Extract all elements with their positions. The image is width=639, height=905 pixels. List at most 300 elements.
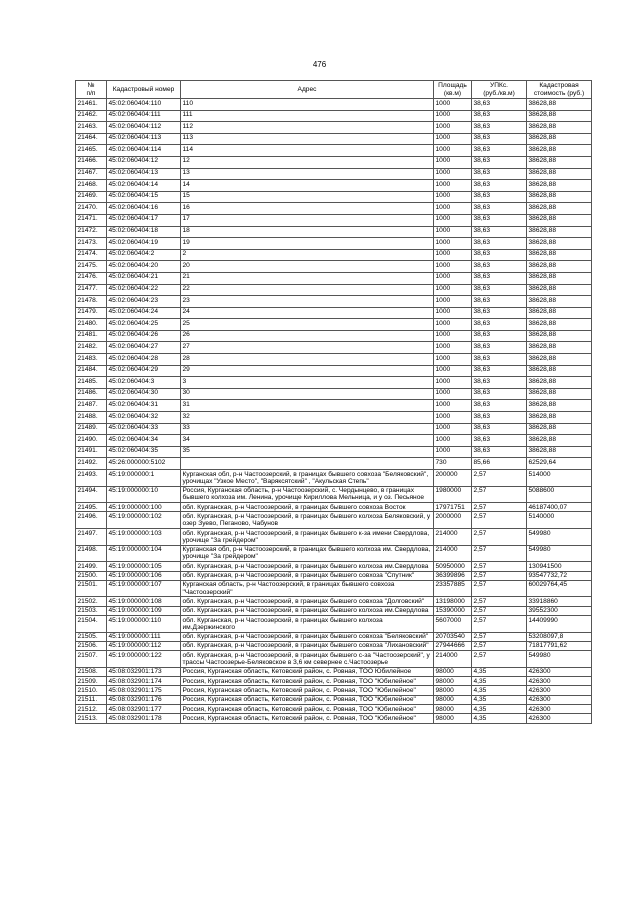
upks-cell: 2,57: [472, 512, 527, 529]
row-number-cell: 21498.: [76, 545, 107, 562]
area-cell: 5607000: [434, 616, 472, 633]
area-cell: 13198000: [434, 597, 472, 606]
table-row: [76, 214, 592, 226]
cadastral-value-cell: 38628,88: [527, 330, 592, 342]
address-cell: 18: [181, 226, 434, 238]
upks-cell: 38,63: [472, 307, 527, 319]
cadastral-value-cell: 549980: [527, 529, 592, 546]
row-number-cell: 21472.: [76, 226, 107, 238]
cadastral-value-cell: 38628,88: [527, 261, 592, 273]
row-number-cell: 21482.: [76, 342, 107, 354]
cadastral-number-cell: 45:19:000000:105: [107, 562, 181, 571]
area-cell: 214000: [434, 545, 472, 562]
cadastral-number-cell: 45:08:032901:178: [107, 714, 181, 723]
address-cell: 23: [181, 296, 434, 308]
address-cell: 16: [181, 203, 434, 215]
area-cell: 2000000: [434, 512, 472, 529]
table-row: [76, 641, 592, 650]
cadastral-number-cell: 45:02:060404:33: [107, 423, 181, 435]
address-cell: Россия, Курганская область, Кетовский район, с. Ровная, ТОО "Юбилейное": [181, 705, 434, 714]
upks-cell: 2,57: [472, 597, 527, 606]
address-cell: обл. Курганская, р-н Частоозерский, в границах бывшего совхоза "Спутник": [181, 571, 434, 580]
address-cell: 110: [181, 99, 434, 111]
area-cell: 1000: [434, 296, 472, 308]
upks-cell: 38,63: [472, 319, 527, 331]
cadastral-number-cell: 45:02:060404:23: [107, 296, 181, 308]
address-cell: 13: [181, 168, 434, 180]
area-cell: 1000: [434, 180, 472, 192]
address-cell: [181, 458, 434, 470]
area-cell: 1000: [434, 284, 472, 296]
address-cell: обл. Курганская, р-н Частоозерский, в границах бывшего с-за "Частоозерский", у трассы Частоозерье-Беляковское в 3,6 км севернее с.Частоозерье: [181, 651, 434, 668]
upks-cell: 38,63: [472, 226, 527, 238]
area-cell: 1000: [434, 272, 472, 284]
cadastral-value-cell: 514000: [527, 470, 592, 487]
area-cell: 98000: [434, 714, 472, 723]
cadastral-number-cell: 45:19:000000:111: [107, 632, 181, 641]
area-cell: 214000: [434, 651, 472, 668]
area-cell: 20703540: [434, 632, 472, 641]
row-number-cell: 21504.: [76, 616, 107, 633]
row-number-cell: 21490.: [76, 435, 107, 447]
cadastral-number-cell: 45:02:060404:21: [107, 272, 181, 284]
address-cell: Россия, Курганская область, Кетовский район, с. Ровная, ТОО "Юбилейное": [181, 677, 434, 686]
table-header-row: [76, 81, 592, 99]
area-cell: 36399896: [434, 571, 472, 580]
table-row: [76, 412, 592, 424]
table-row: [76, 249, 592, 261]
address-cell: обл. Курганская, р-н Частоозерский, в границах бывшего колхоза Беляковский, у озер Зуево, Пеганово, Чабунов: [181, 512, 434, 529]
cadastral-number-cell: 45:19:000000:107: [107, 580, 181, 597]
row-number-cell: 21511.: [76, 695, 107, 704]
address-cell: 33: [181, 423, 434, 435]
row-number-cell: 21510.: [76, 686, 107, 695]
upks-cell: 38,63: [472, 110, 527, 122]
area-cell: 1000: [434, 249, 472, 261]
address-cell: Курганская обл, р-н Частоозерский, в границах бывшего колхоза им. Свердлова, урочище "За грейдером": [181, 545, 434, 562]
cadastral-number-cell: 45:19:000000:112: [107, 641, 181, 650]
table-row: [76, 238, 592, 250]
cadastral-number-cell: 45:08:032901:174: [107, 677, 181, 686]
upks-cell: 2,57: [472, 616, 527, 633]
upks-cell: 4,35: [472, 677, 527, 686]
address-cell: обл. Курганская, р-н Частоозерский, в границах бывшего совхоза Восток: [181, 503, 434, 512]
upks-cell: 38,63: [472, 261, 527, 273]
address-cell: 30: [181, 388, 434, 400]
address-cell: 12: [181, 156, 434, 168]
area-cell: 214000: [434, 529, 472, 546]
cadastral-value-cell: 38628,88: [527, 238, 592, 250]
table-row: [76, 145, 592, 157]
table-row: [76, 400, 592, 412]
row-number-cell: 21497.: [76, 529, 107, 546]
address-cell: 31: [181, 400, 434, 412]
table-row: [76, 296, 592, 308]
cadastral-value-cell: 46187400,07: [527, 503, 592, 512]
row-number-cell: 21480.: [76, 319, 107, 331]
row-number-cell: 21512.: [76, 705, 107, 714]
address-cell: 35: [181, 446, 434, 458]
cadastral-value-cell: 38628,88: [527, 156, 592, 168]
area-cell: 15390000: [434, 606, 472, 615]
upks-cell: 2,57: [472, 580, 527, 597]
upks-cell: 2,57: [472, 632, 527, 641]
cadastral-number-cell: 45:02:060404:35: [107, 446, 181, 458]
upks-cell: 38,63: [472, 412, 527, 424]
upks-cell: 2,57: [472, 529, 527, 546]
address-cell: Россия, Курганская область, р-н Частоозерский, с. Чердынцево, в границах бывшего колхоза им. Ленина, урочище Кириллова Мельница, и у оз. Песьяное: [181, 486, 434, 503]
cadastral-number-cell: 45:02:060404:13: [107, 168, 181, 180]
address-cell: 27: [181, 342, 434, 354]
header-cadastral: Кадастровый номер: [107, 81, 181, 99]
table-row: [76, 156, 592, 168]
upks-cell: 38,63: [472, 191, 527, 203]
cadastral-number-cell: 45:02:060404:26: [107, 330, 181, 342]
table-row: [76, 486, 592, 503]
cadastral-number-cell: 45:08:032901:175: [107, 686, 181, 695]
address-cell: обл. Курганская, р-н Частоозерский, в границах бывшего колхоза им.Свердлова: [181, 606, 434, 615]
upks-cell: 38,63: [472, 435, 527, 447]
cadastral-number-cell: 45:02:060404:19: [107, 238, 181, 250]
cadastral-value-cell: 71817791,62: [527, 641, 592, 650]
cadastral-value-cell: 93547732,72: [527, 571, 592, 580]
header-area: Площадь (кв.м): [434, 81, 472, 99]
upks-cell: 38,63: [472, 354, 527, 366]
area-cell: 1000: [434, 145, 472, 157]
address-cell: 15: [181, 191, 434, 203]
cadastral-value-cell: 38628,88: [527, 435, 592, 447]
table-row: [76, 571, 592, 580]
cadastral-value-cell: 130941500: [527, 562, 592, 571]
area-cell: 1000: [434, 307, 472, 319]
address-cell: 29: [181, 365, 434, 377]
table-row: [76, 606, 592, 615]
address-cell: Курганская область, р-н Частоозерский, в границах бывшего совхоза "Частоозерский": [181, 580, 434, 597]
page-number: 476: [312, 60, 327, 69]
cadastral-number-cell: 45:02:060404:22: [107, 284, 181, 296]
cadastral-value-cell: 62529,64: [527, 458, 592, 470]
table-row: [76, 168, 592, 180]
cadastral-value-cell: 5140000: [527, 512, 592, 529]
cadastral-value-cell: 38628,88: [527, 423, 592, 435]
address-cell: Россия, Курганская область, Кетовский район, с. Ровная, ТОО "Юбилейное": [181, 714, 434, 723]
upks-cell: 2,57: [472, 545, 527, 562]
row-number-cell: 21513.: [76, 714, 107, 723]
cadastral-number-cell: 45:02:060404:34: [107, 435, 181, 447]
upks-cell: 2,57: [472, 571, 527, 580]
row-number-cell: 21496.: [76, 512, 107, 529]
upks-cell: 38,63: [472, 203, 527, 215]
cadastral-value-cell: 38628,88: [527, 354, 592, 366]
cadastral-number-cell: 45:02:060404:27: [107, 342, 181, 354]
table-row: [76, 180, 592, 192]
header-address: Адрес: [181, 81, 434, 99]
area-cell: 98000: [434, 677, 472, 686]
cadastral-value-cell: 38628,88: [527, 365, 592, 377]
table-row: [76, 597, 592, 606]
upks-cell: 38,63: [472, 122, 527, 134]
address-cell: Курганская обл, р-н Частоозерский, в границах бывшего совхоза "Беляковский", урочищах "Узкое Место", "Варяксятский" , "Акульская Степь": [181, 470, 434, 487]
upks-cell: 38,63: [472, 423, 527, 435]
area-cell: 1000: [434, 319, 472, 331]
cadastral-value-cell: 5088600: [527, 486, 592, 503]
row-number-cell: 21468.: [76, 180, 107, 192]
cadastral-number-cell: 45:02:060404:30: [107, 388, 181, 400]
address-cell: обл. Курганская, р-н Частоозерский, в границах бывшего совхоза "Беляковский": [181, 632, 434, 641]
row-number-cell: 21493.: [76, 470, 107, 487]
address-cell: 113: [181, 133, 434, 145]
upks-cell: 38,63: [472, 330, 527, 342]
cadastral-number-cell: 45:19:000000:100: [107, 503, 181, 512]
cadastral-value-cell: 53208097,8: [527, 632, 592, 641]
row-number-cell: 21466.: [76, 156, 107, 168]
area-cell: 1000: [434, 412, 472, 424]
row-number-cell: 21489.: [76, 423, 107, 435]
table-row: [76, 122, 592, 134]
area-cell: 1000: [434, 377, 472, 389]
area-cell: 1000: [434, 238, 472, 250]
address-cell: обл. Курганская, р-н Частоозерский, в границах бывшего колхоза им.Дзержинского: [181, 616, 434, 633]
cadastral-number-cell: 45:02:060404:32: [107, 412, 181, 424]
upks-cell: 38,63: [472, 133, 527, 145]
area-cell: 1980000: [434, 486, 472, 503]
row-number-cell: 21465.: [76, 145, 107, 157]
area-cell: 98000: [434, 686, 472, 695]
cadastral-value-cell: 426300: [527, 686, 592, 695]
table-row: [76, 545, 592, 562]
row-number-cell: 21484.: [76, 365, 107, 377]
upks-cell: 38,63: [472, 156, 527, 168]
table-row: [76, 99, 592, 111]
upks-cell: 38,63: [472, 446, 527, 458]
upks-cell: 38,63: [472, 249, 527, 261]
cadastral-value-cell: 426300: [527, 705, 592, 714]
cadastral-value-cell: 426300: [527, 714, 592, 723]
row-number-cell: 21507.: [76, 651, 107, 668]
row-number-cell: 21462.: [76, 110, 107, 122]
area-cell: 98000: [434, 705, 472, 714]
cadastral-number-cell: 45:02:060404:111: [107, 110, 181, 122]
upks-cell: 4,35: [472, 686, 527, 695]
address-cell: 26: [181, 330, 434, 342]
table-row: [76, 388, 592, 400]
address-cell: 17: [181, 214, 434, 226]
cadastral-number-cell: 45:08:032901:177: [107, 705, 181, 714]
address-cell: 22: [181, 284, 434, 296]
cadastral-value-cell: 33918860: [527, 597, 592, 606]
cadastral-number-cell: 45:19:000000:1: [107, 470, 181, 487]
cadastral-number-cell: 45:02:060404:31: [107, 400, 181, 412]
upks-cell: 38,63: [472, 284, 527, 296]
cadastral-number-cell: 45:02:060404:24: [107, 307, 181, 319]
cadastral-number-cell: 45:02:060404:14: [107, 180, 181, 192]
row-number-cell: 21471.: [76, 214, 107, 226]
upks-cell: 38,63: [472, 99, 527, 111]
area-cell: 1000: [434, 226, 472, 238]
area-cell: 1000: [434, 99, 472, 111]
cadastral-number-cell: 45:02:060404:2: [107, 249, 181, 261]
cadastral-number-cell: 45:08:032901:176: [107, 695, 181, 704]
row-number-cell: 21463.: [76, 122, 107, 134]
area-cell: 1000: [434, 261, 472, 273]
header-num: № п/п: [76, 81, 107, 99]
cadastral-value-cell: 38628,88: [527, 272, 592, 284]
table-row: [76, 667, 592, 676]
cadastral-table: [75, 80, 592, 724]
address-cell: 3: [181, 377, 434, 389]
table-row: [76, 365, 592, 377]
cadastral-number-cell: 45:19:000000:110: [107, 616, 181, 633]
table-row: [76, 284, 592, 296]
area-cell: 27944666: [434, 641, 472, 650]
table-row: [76, 272, 592, 284]
table-row: [76, 133, 592, 145]
table-row: [76, 435, 592, 447]
row-number-cell: 21499.: [76, 562, 107, 571]
cadastral-number-cell: 45:02:060404:18: [107, 226, 181, 238]
upks-cell: 2,57: [472, 470, 527, 487]
upks-cell: 85,66: [472, 458, 527, 470]
cadastral-value-cell: 38628,88: [527, 133, 592, 145]
row-number-cell: 21476.: [76, 272, 107, 284]
area-cell: 1000: [434, 400, 472, 412]
cadastral-value-cell: 38628,88: [527, 284, 592, 296]
row-number-cell: 21505.: [76, 632, 107, 641]
row-number-cell: 21469.: [76, 191, 107, 203]
upks-cell: 2,57: [472, 562, 527, 571]
cadastral-value-cell: 38628,88: [527, 296, 592, 308]
cadastral-value-cell: 38628,88: [527, 342, 592, 354]
cadastral-number-cell: 45:02:060404:28: [107, 354, 181, 366]
area-cell: 50950000: [434, 562, 472, 571]
table-row: [76, 446, 592, 458]
area-cell: 1000: [434, 203, 472, 215]
cadastral-number-cell: 45:26:000000:5102: [107, 458, 181, 470]
cadastral-number-cell: 45:02:060404:113: [107, 133, 181, 145]
row-number-cell: 21508.: [76, 667, 107, 676]
area-cell: 1000: [434, 110, 472, 122]
cadastral-value-cell: 38628,88: [527, 388, 592, 400]
cadastral-value-cell: 38628,88: [527, 180, 592, 192]
cadastral-number-cell: 45:19:000000:10: [107, 486, 181, 503]
cadastral-value-cell: 38628,88: [527, 446, 592, 458]
address-cell: обл. Курганская, р-н Частоозерский, в границах бывшего к-за имени Свердлова, урочище "За грейдером": [181, 529, 434, 546]
cadastral-value-cell: 38628,88: [527, 122, 592, 134]
table-row: [76, 686, 592, 695]
upks-cell: 38,63: [472, 377, 527, 389]
address-cell: 24: [181, 307, 434, 319]
table-row: [76, 307, 592, 319]
cadastral-number-cell: 45:19:000000:104: [107, 545, 181, 562]
upks-cell: 4,35: [472, 695, 527, 704]
cadastral-value-cell: 38628,88: [527, 99, 592, 111]
row-number-cell: 21509.: [76, 677, 107, 686]
row-number-cell: 21495.: [76, 503, 107, 512]
row-number-cell: 21492.: [76, 458, 107, 470]
cadastral-value-cell: 38628,88: [527, 145, 592, 157]
upks-cell: 38,63: [472, 145, 527, 157]
table-row: [76, 677, 592, 686]
table-row: [76, 458, 592, 470]
area-cell: 1000: [434, 168, 472, 180]
table-row: [76, 226, 592, 238]
cadastral-value-cell: 39552300: [527, 606, 592, 615]
table-row: [76, 512, 592, 529]
area-cell: 1000: [434, 330, 472, 342]
cadastral-value-cell: 38628,88: [527, 168, 592, 180]
row-number-cell: 21487.: [76, 400, 107, 412]
table-row: [76, 651, 592, 668]
address-cell: 19: [181, 238, 434, 250]
cadastral-number-cell: 45:19:000000:122: [107, 651, 181, 668]
cadastral-value-cell: 60029764,45: [527, 580, 592, 597]
cadastral-value-cell: 38628,88: [527, 191, 592, 203]
cadastral-number-cell: 45:19:000000:103: [107, 529, 181, 546]
row-number-cell: 21483.: [76, 354, 107, 366]
address-cell: 114: [181, 145, 434, 157]
cadastral-value-cell: 549980: [527, 651, 592, 668]
cadastral-value-cell: 38628,88: [527, 226, 592, 238]
row-number-cell: 21486.: [76, 388, 107, 400]
table-row: [76, 705, 592, 714]
address-cell: 28: [181, 354, 434, 366]
cadastral-number-cell: 45:19:000000:102: [107, 512, 181, 529]
upks-cell: 4,35: [472, 714, 527, 723]
address-cell: 20: [181, 261, 434, 273]
address-cell: Россия, Курганская область, Кетовский район, с. Ровная, ТОО "Юбилейное": [181, 695, 434, 704]
cadastral-value-cell: 38628,88: [527, 249, 592, 261]
address-cell: Россия, Курганская область, Кетовский район, с. Ровная, ТОО "Юбилейное": [181, 686, 434, 695]
table-row: [76, 354, 592, 366]
table-row: [76, 110, 592, 122]
row-number-cell: 21474.: [76, 249, 107, 261]
row-number-cell: 21488.: [76, 412, 107, 424]
row-number-cell: 21506.: [76, 641, 107, 650]
upks-cell: 38,63: [472, 272, 527, 284]
upks-cell: 38,63: [472, 238, 527, 250]
table-row: [76, 203, 592, 215]
area-cell: 17971751: [434, 503, 472, 512]
row-number-cell: 21485.: [76, 377, 107, 389]
row-number-cell: 21478.: [76, 296, 107, 308]
table-row: [76, 319, 592, 331]
cadastral-value-cell: 426300: [527, 677, 592, 686]
table-row: [76, 377, 592, 389]
row-number-cell: 21475.: [76, 261, 107, 273]
table-row: [76, 616, 592, 633]
row-number-cell: 21467.: [76, 168, 107, 180]
area-cell: 200000: [434, 470, 472, 487]
area-cell: 1000: [434, 133, 472, 145]
area-cell: 1000: [434, 365, 472, 377]
cadastral-value-cell: 38628,88: [527, 319, 592, 331]
area-cell: 1000: [434, 423, 472, 435]
upks-cell: 4,35: [472, 667, 527, 676]
cadastral-number-cell: 45:02:060404:114: [107, 145, 181, 157]
address-cell: 34: [181, 435, 434, 447]
header-upks: УПКс. (руб./кв.м): [472, 81, 527, 99]
table-row: [76, 342, 592, 354]
row-number-cell: 21477.: [76, 284, 107, 296]
area-cell: 98000: [434, 667, 472, 676]
cadastral-number-cell: 45:02:060404:112: [107, 122, 181, 134]
address-cell: обл. Курганская, р-н Частоозерский, в границах бывшего совхоза "Долговский": [181, 597, 434, 606]
cadastral-number-cell: 45:19:000000:108: [107, 597, 181, 606]
cadastral-number-cell: 45:02:060404:29: [107, 365, 181, 377]
upks-cell: 38,63: [472, 342, 527, 354]
cadastral-number-cell: 45:02:060404:16: [107, 203, 181, 215]
table-row: [76, 423, 592, 435]
